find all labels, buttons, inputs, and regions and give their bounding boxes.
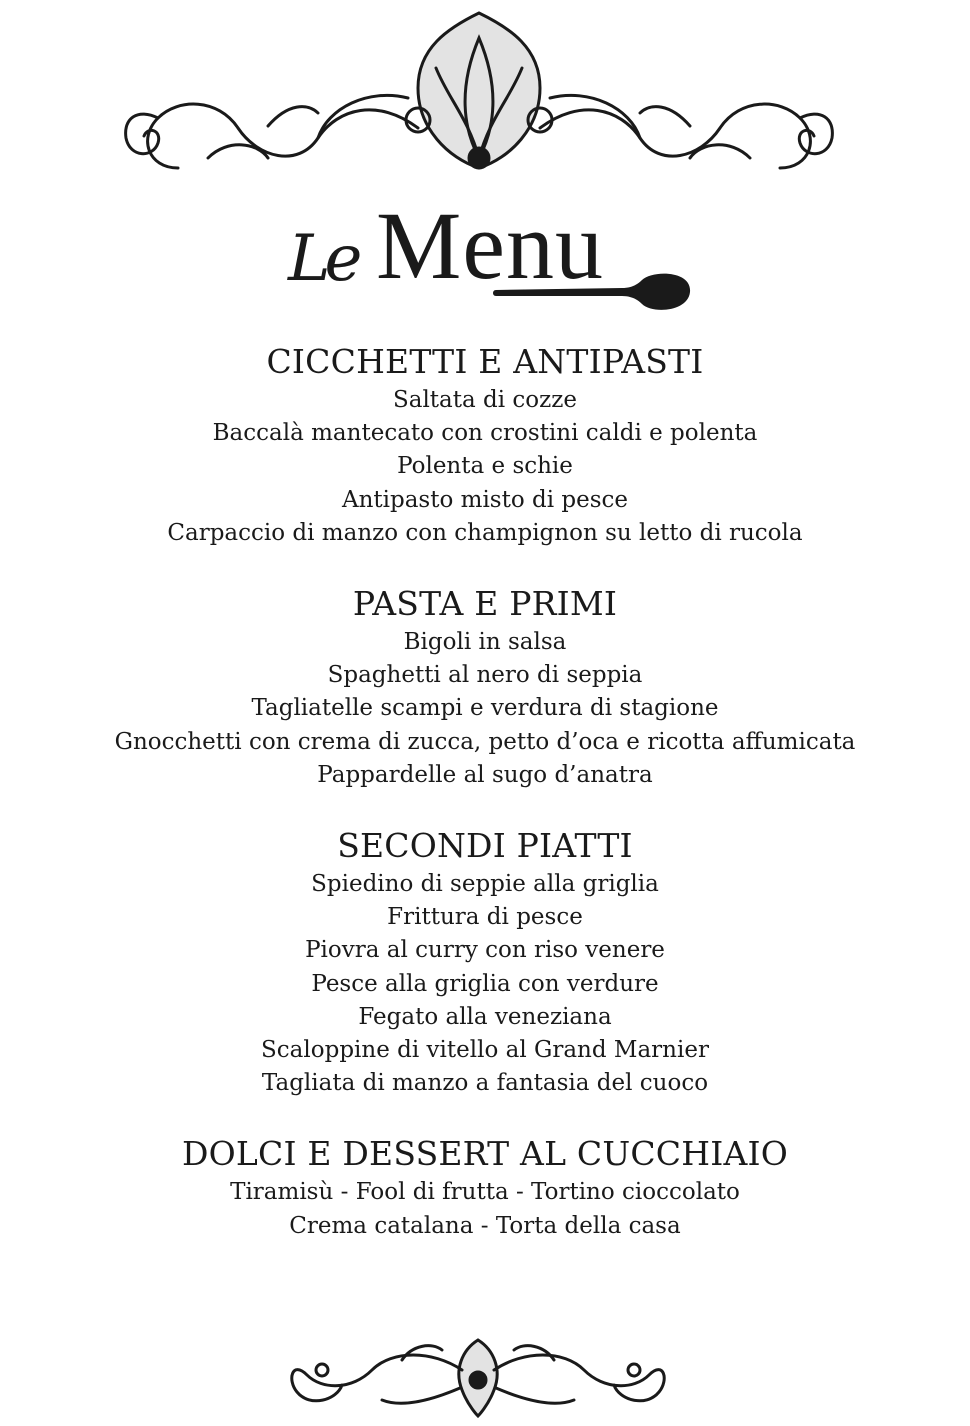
- top-ornament-icon: [118, 8, 840, 178]
- section-secondi: [0, 824, 970, 1100]
- menu-item: Pappardelle al sugo d’anatra: [317, 761, 653, 788]
- title-prefix: Le: [288, 222, 357, 296]
- menu-item: Tagliata di manzo a fantasia del cuoco: [261, 1070, 709, 1097]
- title-main: Menu: [376, 192, 604, 299]
- spoon-icon: [492, 270, 692, 314]
- menu-item: Saltata di cozze: [392, 387, 577, 413]
- section-dolci: [0, 1132, 970, 1242]
- section-heading: DOLCI E DESSERT AL CUCCHIAIO: [182, 1134, 788, 1174]
- menu-title: [280, 190, 700, 320]
- section-heading: PASTA E PRIMI: [352, 584, 618, 624]
- menu-item: Baccalà mantecato con crostini caldi e polenta: [212, 420, 758, 447]
- section-antipasti: [0, 340, 970, 550]
- section-heading: CICCHETTI E ANTIPASTI: [266, 342, 704, 381]
- menu-item: Spiedino di seppie alla griglia: [311, 871, 659, 898]
- menu-item: Polenta e schie: [397, 453, 573, 480]
- bottom-ornament-icon: [282, 1330, 674, 1422]
- menu-item: Pesce alla griglia con verdure: [311, 970, 659, 997]
- menu-item: Piovra al curry con riso venere: [305, 937, 665, 964]
- menu-item: Gnocchetti con crema di zucca, petto d’oca e ricotta affumicata: [114, 728, 856, 755]
- menu-item: Carpaccio di manzo con champignon su letto di rucola: [167, 519, 803, 546]
- section-primi: [0, 582, 970, 792]
- menu-item: Fegato alla veneziana: [358, 1003, 612, 1030]
- section-heading: SECONDI PIATTI: [337, 826, 633, 866]
- menu-item: Tagliatelle scampi e verdura di stagione: [251, 695, 719, 722]
- menu-item: Bigoli in salsa: [403, 629, 567, 656]
- menu-item: Tiramisù - Fool di frutta - Tortino cioccolato: [230, 1179, 740, 1206]
- menu-body: [0, 340, 970, 1275]
- menu-item: Crema catalana - Torta della casa: [289, 1212, 681, 1239]
- menu-item: Spaghetti al nero di seppia: [327, 662, 643, 689]
- menu-item: Frittura di pesce: [387, 904, 583, 931]
- menu-item: Scaloppine di vitello al Grand Marnier: [261, 1037, 709, 1064]
- menu-item: Antipasto misto di pesce: [341, 486, 629, 513]
